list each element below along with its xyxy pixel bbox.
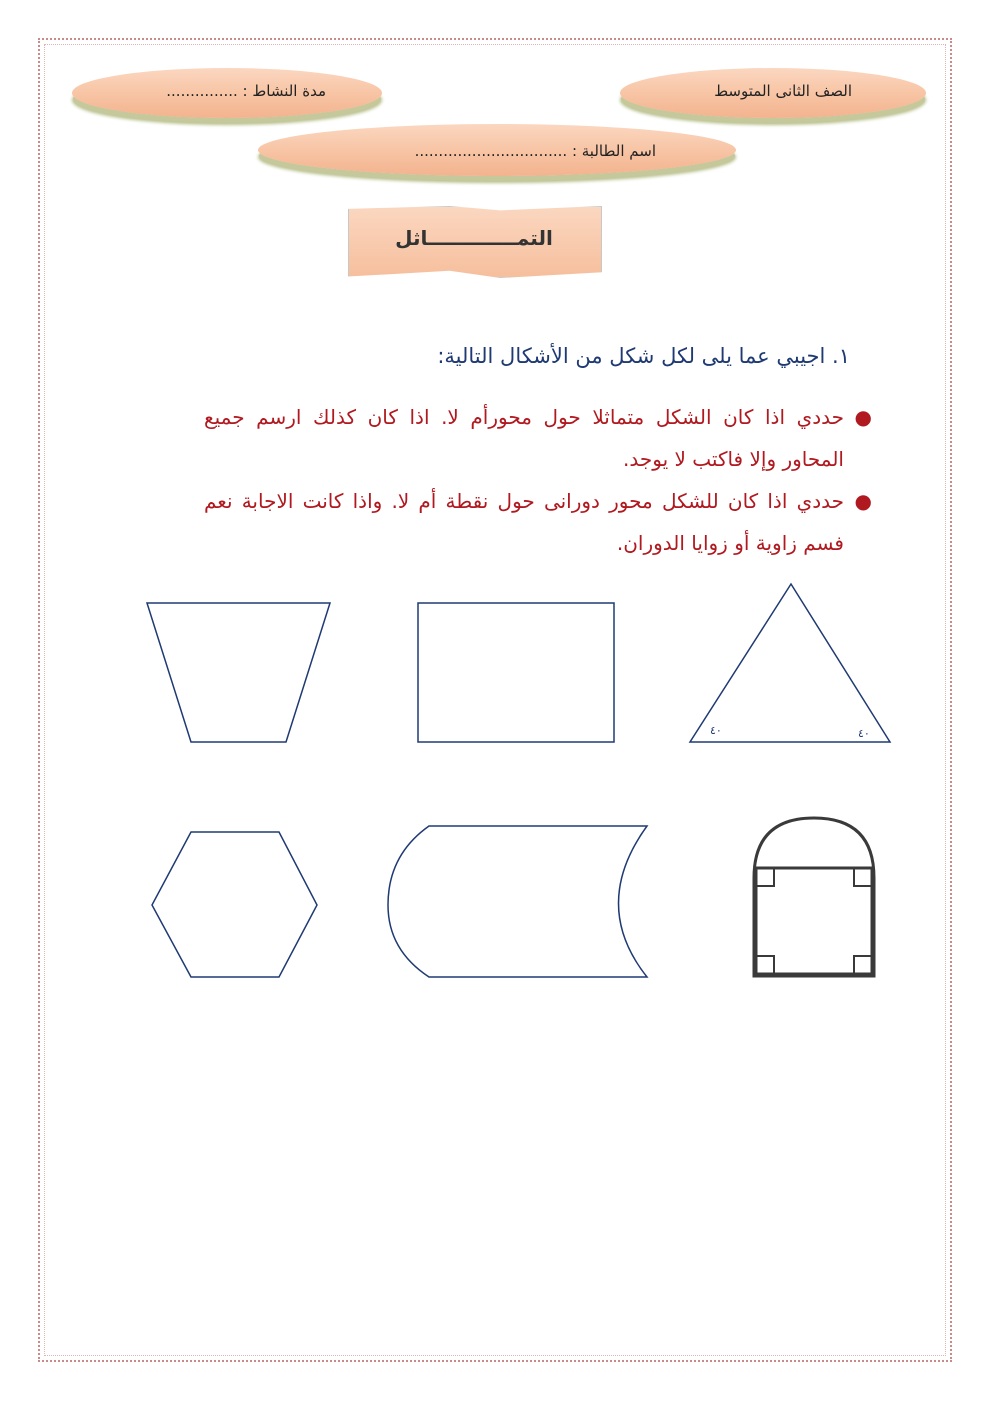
curved-shape [388,826,647,977]
grade-label: الصف الثانى المتوسط [714,82,852,100]
triangle-shape [690,584,890,742]
question-heading: ١. اجيبي عما يلى لكل شكل من الأشكال التالية: [437,344,850,368]
bullet-icon: ● [854,405,872,429]
triangle-angle-right: ٤٠ [858,727,870,740]
bullet-icon: ● [854,489,872,513]
page-title: التمـــــــــــــاثل [395,226,553,250]
trapezoid-shape [147,603,330,742]
rectangle-shape [418,603,614,742]
hexagon-shape [152,832,317,977]
instruction-2-text: حددي اذا كان للشكل محور دورانى حول نقطة أم لا. واذا كانت الاجابة نعم فسم زاوية أو زوايا الدوران. [204,489,844,555]
student-name-label: اسم الطالبة : ................................ [414,142,656,160]
arch-shape [754,818,874,976]
instruction-1-text: حددي اذا كان الشكل متماثلا حول محورأم لا. اذا كان كذلك ارسم جميع المحاور وإلا فاكتب لا يوجد. [204,405,844,471]
duration-label: مدة النشاط : ............... [166,82,326,100]
triangle-angle-left: ٤٠ [710,724,722,737]
